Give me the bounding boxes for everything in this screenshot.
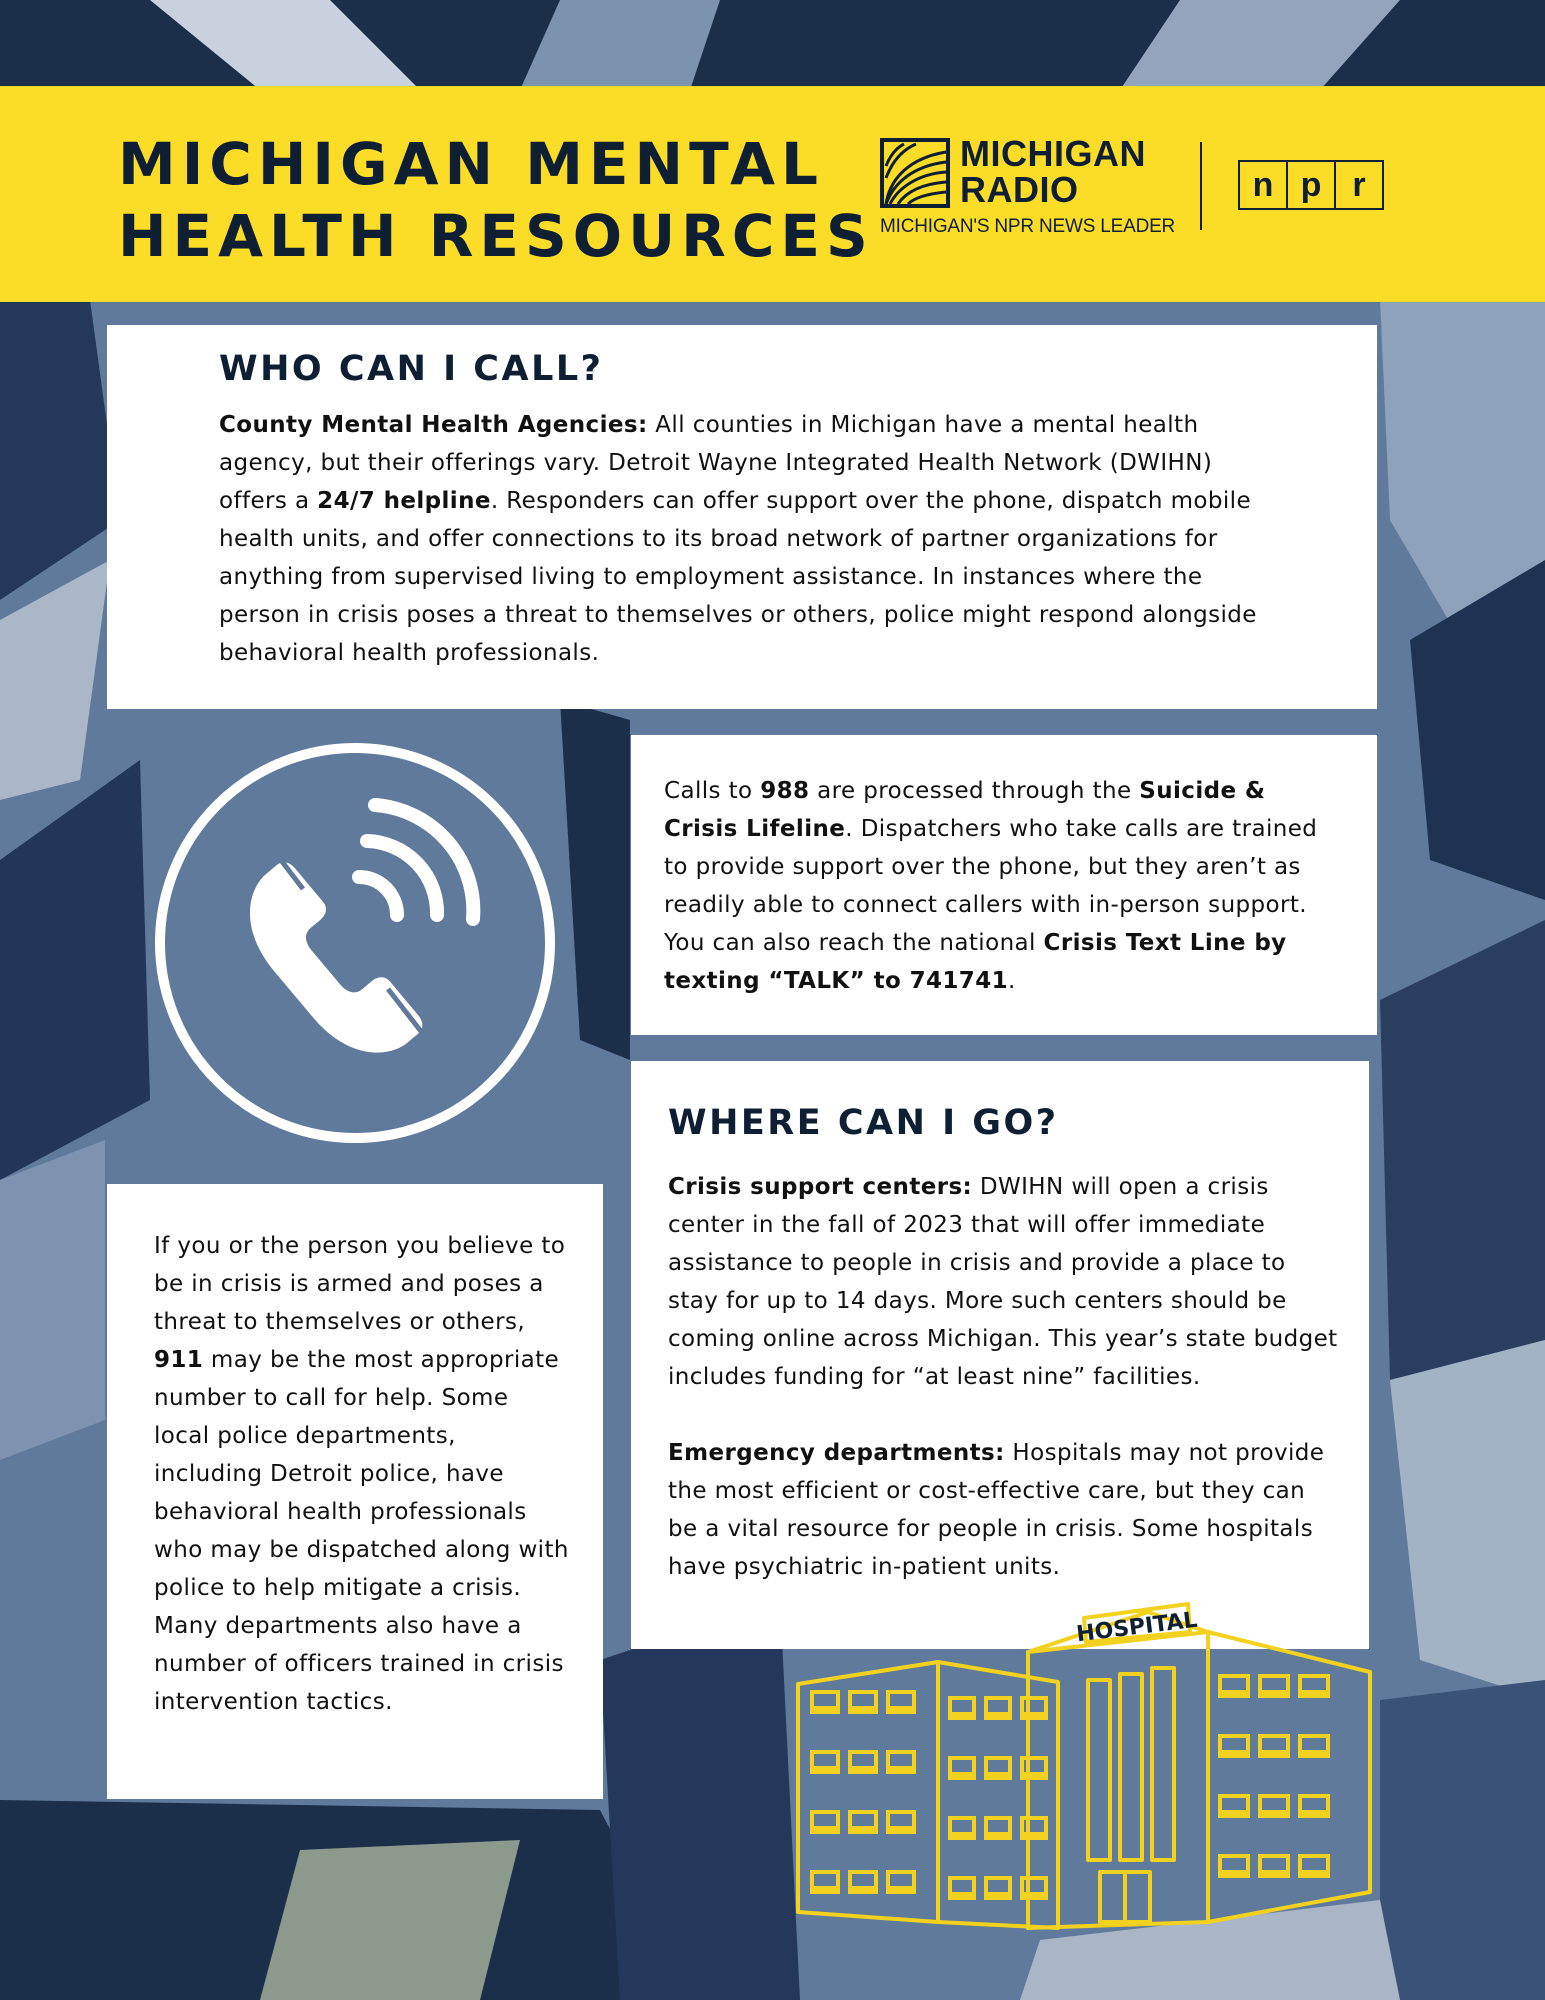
crisis-centers-label: Crisis support centers: <box>668 1174 973 1200</box>
michigan-radio-logo <box>880 133 1180 237</box>
lifeline-text-1: Calls to <box>664 778 761 804</box>
lifeline-text-2: are processed through the <box>809 778 1140 804</box>
lifeline-988-card <box>631 735 1377 1035</box>
logo-line-2: RADIO <box>960 169 1079 210</box>
logo-wordmark <box>960 133 1146 210</box>
page-title <box>118 128 874 272</box>
phone-icon <box>153 741 558 1146</box>
number-988: 988 <box>760 778 810 804</box>
county-agencies-paragraph <box>219 406 1267 672</box>
number-911: 911 <box>154 1347 204 1373</box>
hospital-icon <box>788 1592 1380 1932</box>
emergency-911-card <box>107 1184 603 1799</box>
emergency-text-2: may be the most appropriate number to call for help. Some local police departments, including Detroit police, have behavioral health professionals who may be dispatched along with police to help mitigate a crisis. Many departments also have a number of officers trained in crisis intervention tactics. <box>154 1347 569 1715</box>
emergency-departments-label: Emergency departments: <box>668 1440 1005 1466</box>
hospital-sign: HOSPITAL <box>1075 1607 1199 1648</box>
michigan-radio-logo-icon <box>880 138 950 208</box>
emergency-paragraph <box>154 1227 569 1721</box>
npr-letter-p: p <box>1286 162 1334 208</box>
where-can-i-go-heading: WHERE CAN I GO? <box>668 1103 1059 1143</box>
emergency-departments-paragraph <box>668 1434 1339 1586</box>
lifeline-paragraph <box>664 772 1341 1000</box>
title-line-1: MICHIGAN MENTAL <box>118 130 824 198</box>
npr-letter-r: r <box>1334 162 1382 208</box>
lifeline-name: Suicide & Crisis Lifeline <box>664 778 1266 842</box>
emergency-text-1: If you or the person you believe to be in crisis is armed and poses a threat to themselves or others, <box>154 1233 566 1335</box>
helpline-text: 24/7 helpline <box>317 488 491 514</box>
who-can-i-call-card <box>107 325 1377 709</box>
logo-tagline: MICHIGAN'S NPR NEWS LEADER <box>880 216 1176 237</box>
county-agencies-label: County Mental Health Agencies: <box>219 412 648 438</box>
county-text-2: . Responders can offer support over the phone, dispatch mobile health units, and offer connections to its broad network of partner organizations for anything from supervised living to employment assistance. In instances where the person in crisis poses a threat to themselves or others, police might respond alongside behavioral health professionals. <box>219 488 1257 666</box>
emergency-departments-text: Hospitals may not provide the most efficient or cost-effective care, but they can be a vital resource for people in crisis. Some hospitals have psychiatric in-patient units. <box>668 1440 1325 1580</box>
crisis-centers-text: DWIHN will open a crisis center in the fall of 2023 that will offer immediate assistance to people in crisis and provide a place to stay for up to 14 days. More such centers should be coming online across Michigan. This year’s state budget includes funding for “at least nine” facilities. <box>668 1174 1338 1390</box>
crisis-centers-paragraph <box>668 1168 1339 1396</box>
lifeline-text-3: . Dispatchers who take calls are trained to provide support over the phone, but they aren’t as readily able to connect callers with in-person support. You can also reach the national <box>664 816 1318 956</box>
crisis-text-line: Crisis Text Line by texting “TALK” to 741741 <box>664 930 1287 994</box>
logo-divider <box>1200 142 1202 230</box>
logo-line-1: MICHIGAN <box>960 133 1146 174</box>
who-can-i-call-heading: WHO CAN I CALL? <box>219 349 604 389</box>
lifeline-text-4: . <box>1008 968 1016 994</box>
npr-logo <box>1238 160 1384 210</box>
county-text-1: All counties in Michigan have a mental health agency, but their offerings vary. Detroit Wayne Integrated Health Network (DWIHN) offers a <box>219 412 1213 514</box>
title-line-2: HEALTH RESOURCES <box>118 202 874 270</box>
where-can-i-go-card <box>631 1061 1369 1649</box>
npr-letter-n: n <box>1252 165 1274 204</box>
